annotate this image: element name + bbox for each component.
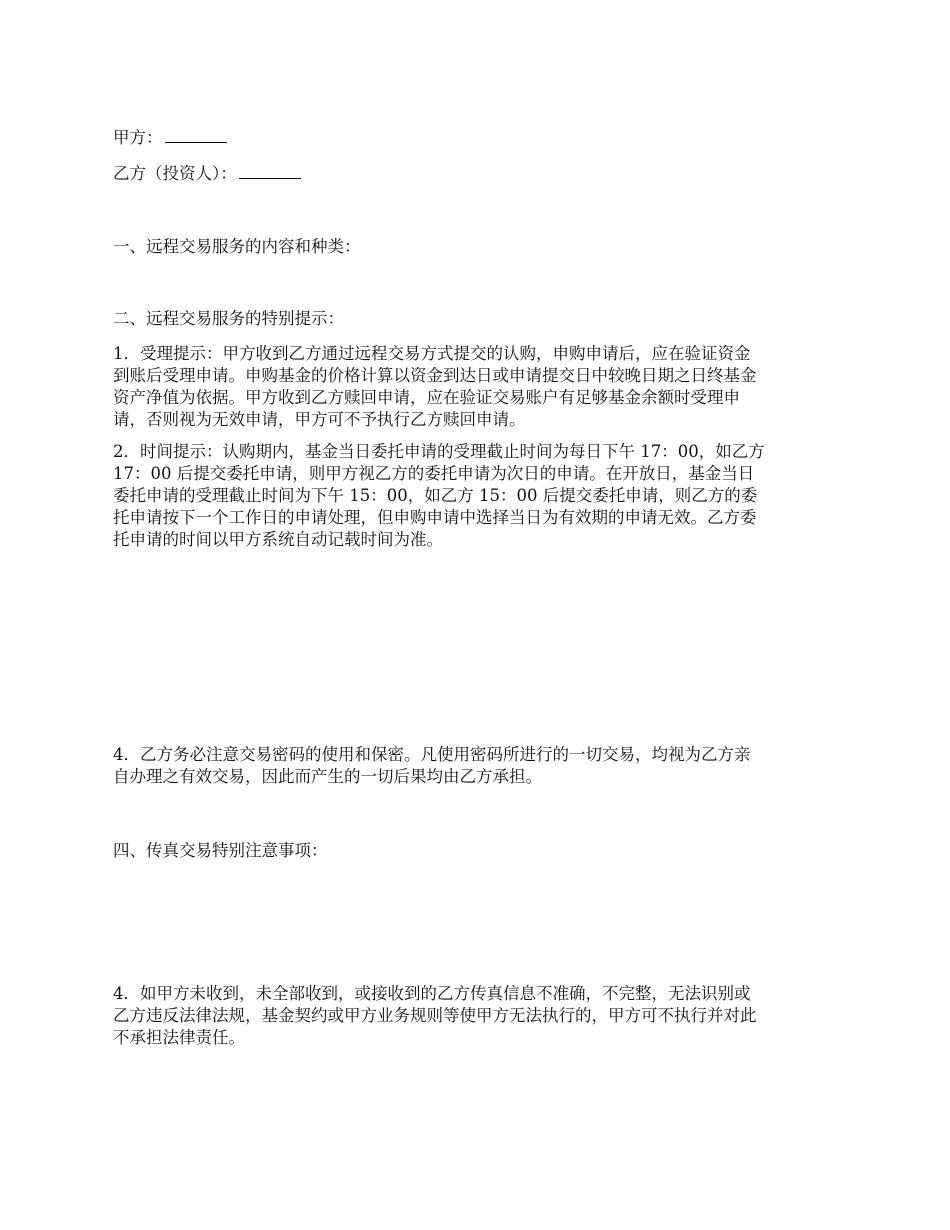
- text-line: 1．受理提示：甲方收到乙方通过远程交易方式提交的认购，申购申请后，应在验证资金: [113, 344, 751, 363]
- party-a-label: 甲方：: [113, 128, 163, 147]
- party-b-line: [113, 163, 838, 185]
- text-line: 资产净值为依据。甲方收到乙方赎回申请，应在验证交易账户有足够基金余额时受理申: [113, 388, 740, 407]
- party-a-blank: [165, 128, 227, 143]
- text-line: 乙方违反法律法规，基金契约或甲方业务规则等使甲方无法执行的，甲方可不执行并对此: [113, 1006, 757, 1025]
- party-a-line: [113, 127, 838, 149]
- section-3-item-4: [113, 744, 838, 788]
- text-line: 不承担法律责任。: [113, 1028, 245, 1047]
- text-line: 托申请的时间以甲方系统自动记载时间为准。: [113, 530, 443, 549]
- section-2-item-2: [113, 441, 838, 551]
- text-line: 自办理之有效交易，因此而产生的一切后果均由乙方承担。: [113, 767, 542, 786]
- text-line: 委托申请的受理截止时间为下午 15：00，如乙方 15：00 后提交委托申请，则乙方的委: [113, 486, 758, 505]
- text-line: 到账后受理申请。申购基金的价格计算以资金到达日或申请提交日中较晚日期之日终基金: [113, 366, 757, 385]
- section-2-heading: 二、远程交易服务的特别提示：: [113, 309, 344, 328]
- party-b-label: 乙方（投资人）：: [113, 164, 237, 183]
- text-line: 2．时间提示：认购期内，基金当日委托申请的受理截止时间为每日下午 17：00，如乙方: [113, 442, 765, 461]
- text-line: 17：00 后提交委托申请，则甲方视乙方的委托申请为次日的申请。在开放日，基金当日: [113, 464, 755, 483]
- text-line: 4．如甲方未收到，未全部收到，或接收到的乙方传真信息不准确，不完整，无法识别或: [113, 984, 751, 1003]
- section-1-heading: 一、远程交易服务的内容和种类：: [113, 237, 361, 256]
- party-b-blank: [239, 164, 301, 179]
- section-4-heading: 四、传真交易特别注意事项：: [113, 841, 328, 860]
- section-2-item-1: [113, 343, 838, 431]
- text-line: 4．乙方务必注意交易密码的使用和保密。凡使用密码所进行的一切交易，均视为乙方亲: [113, 745, 751, 764]
- text-line: 托申请按下一个工作日的申请处理，但申购申请中选择当日为有效期的申请无效。乙方委: [113, 508, 757, 527]
- section-4-item-4: [113, 983, 838, 1049]
- text-line: 请，否则视为无效申请，甲方可不予执行乙方赎回申请。: [113, 410, 526, 429]
